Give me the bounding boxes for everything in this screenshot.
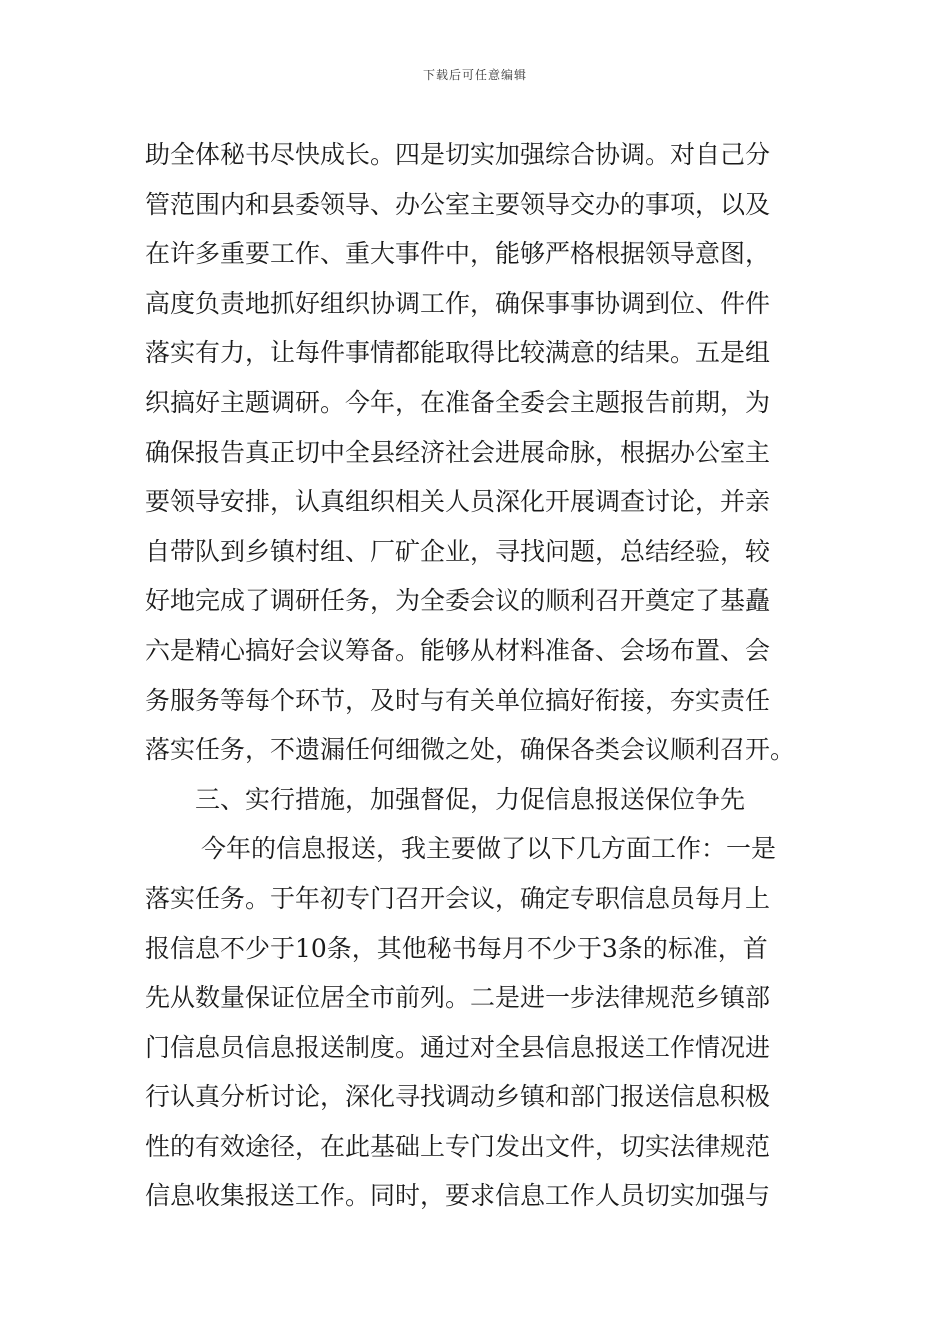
text-line: 落实任务。于年初专门召开会议，确定专职信息员每月上 [145, 883, 771, 913]
text-line: 落实有力，让每件事情都能取得比较满意的结果。五是组 [145, 338, 771, 368]
text-line: 信息收集报送工作。同时，要求信息工作人员切实加强与 [145, 1181, 771, 1211]
text-line: 在许多重要工作、重大事件中，能够严格根据领导意图， [145, 239, 771, 269]
document-body [145, 130, 810, 1221]
text-line: 织搞好主题调研。今年，在准备全委会主题报告前期，为 [145, 387, 771, 417]
text-line: 落实任务，不遗漏任何细微之处，确保各类会议顺利召开。 [145, 735, 796, 765]
text-line: 自带队到乡镇村组、厂矿企业，寻找问题，总结经验，较 [145, 536, 771, 566]
text-line: 务服务等每个环节，及时与有关单位搞好衔接，夯实责任 [145, 685, 771, 715]
text-line: 助全体秘书尽快成长。四是切实加强综合协调。对自己分 [145, 140, 771, 169]
text-line: 行认真分析讨论，深化寻找调动乡镇和部门报送信息积极 [145, 1082, 771, 1112]
paragraph-first-line: 今年的信息报送，我主要做了以下几方面工作：一是 [201, 834, 777, 864]
text-line: 性的有效途径，在此基础上专门发出文件，切实法律规范 [145, 1131, 771, 1161]
page-header-note: 下载后可任意编辑 [422, 68, 527, 82]
text-line: 要领导安排，认真组织相关人员深化开展调查讨论，并亲 [145, 487, 771, 517]
text-line: 门信息员信息报送制度。通过对全县信息报送工作情况进 [145, 1032, 771, 1062]
text-line: 高度负责地抓好组织协调工作，确保事事协调到位、件件 [145, 288, 771, 318]
text-line: 确保报告真正切中全县经济社会进展命脉，根据办公室主 [145, 437, 771, 467]
text-line: 先从数量保证位居全市前列。二是进一步法律规范乡镇部 [145, 983, 771, 1013]
text-line: 六是精心搞好会议筹备。能够从材料准备、会场布置、会 [145, 635, 771, 665]
section-heading: 三、实行措施，加强督促，力促信息报送保位争先 [195, 784, 746, 814]
text-line: 好地完成了调研任务，为全委会议的顺利召开奠定了基矗 [145, 586, 771, 616]
text-line: 管范围内和县委领导、办公室主要领导交办的事项，以及 [145, 189, 771, 219]
text-line: 报信息不少于10条，其他秘书每月不少于3条的标准，首 [145, 933, 768, 963]
